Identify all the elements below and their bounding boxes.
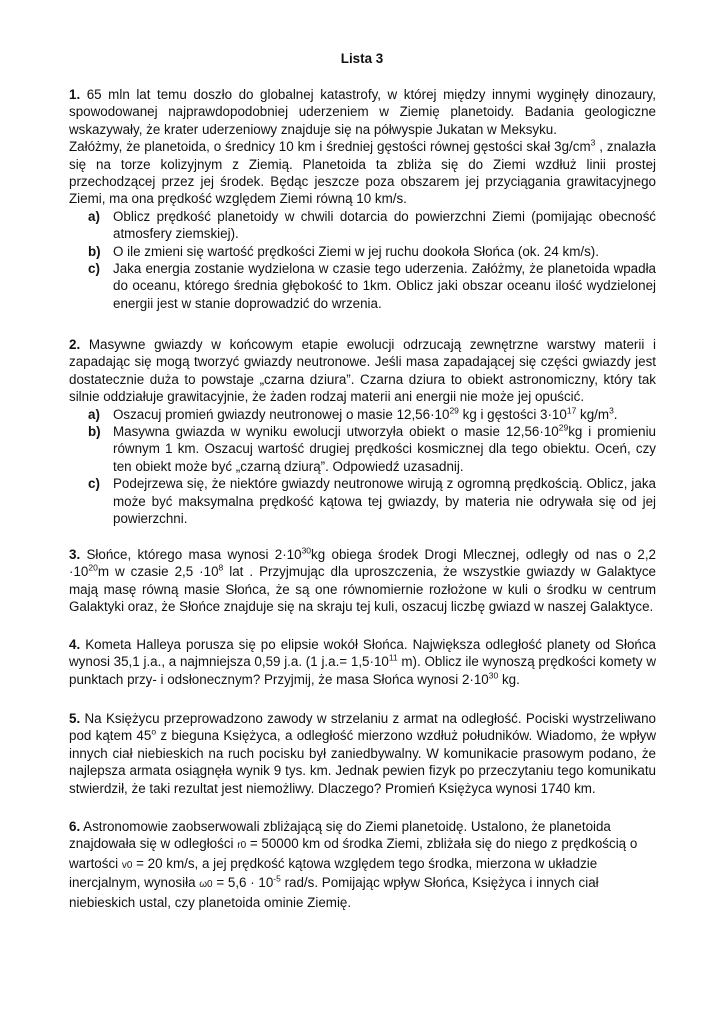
- problem-2-number: 2.: [69, 337, 81, 352]
- list-item: a) Oblicz prędkość planetoidy w chwili dotarcia do powierzchni Ziemi (pomijając obecność atmosfery ziemskiej).: [88, 208, 656, 242]
- list-item: b) Masywna gwiazda w wyniku ewolucji utworzyła obiekt o masie $12,56\cdot 10^{29}kg$ i promieniu równym 1 km. Oszacuj wartość drugiej prędkości kosmicznej dla tego obiektu. Oceń, czy ten obiekt może być „czarną dziurą”. Odpowiedź uzasadnij.: [88, 422, 656, 474]
- problem-5: [69, 710, 656, 797]
- problem-4-number: 4.: [69, 637, 81, 652]
- problem-4: [69, 636, 656, 688]
- problem-3: [69, 546, 656, 616]
- problem-1: [69, 86, 656, 312]
- list-item: c) Jaka energia zostanie wydzielona w czasie tego uderzenia. Załóżmy, że planetoida wpadła do oceanu, którego średnia głębokość to 1km. Oblicz jaki obszar oceanu ilość wydzielonej energii jest w stanie doprowadzić do wrzenia.: [88, 261, 656, 311]
- problem-3-number: 3.: [69, 547, 81, 562]
- list-item: a) Oszacuj promień gwiazdy neutronowej o masie $12,56\cdot 10^{29}$ kg i gęstości $3\cdot 10^{17}$ $kg/m^3$.: [88, 405, 618, 422]
- problem-6-text: 6. Astronomowie zaobserwowali zbliżającą się do Ziemi planetoidę. Ustalono, że planetoida znajdowała się w odległości r0 = 50000 km od środka Ziemi, zbliżała się do niego z prędkością o wartości v0 = 20 km/s, a jej prędkość kątowa względem tego środka, mierzona w układzie inercjalnym, wynosiła $\omega 0 = 5,6 \cdot 10^{-5}$ rad/s. Pomijając wpływ Słońca, Księżyca i innych ciał niebieskich ustal, czy planetoida ominie Ziemię.: [69, 819, 638, 910]
- problem-1-assumption: Załóżmy, że planetoida, o średnicy 10 km i średniej gęstości równej gęstości skał $3g/cm^3$ , znalazła się na torze kolizyjnym z Ziemią. Planetoida ta zbliża się do Ziemi wzdłuż linii prostej przechodzącej przez jej środek. Będąc jeszcze poza obszarem jej przyciągania grawitacyjnego Ziemi, ma ona prędkość względem Ziemi równą 10 km/s.: [69, 137, 656, 207]
- problem-2: [69, 336, 656, 527]
- problem-2-subitems: [69, 406, 656, 528]
- problem-1-number: 1.: [69, 87, 81, 102]
- problem-4-text: 4. Kometa Halleya porusza się po elipsie wokół Słońca. Największa odległość planety od Słońca wynosi 35,1 j.a., a najmniejsza 0,59 j.a. (1 $j.a.= 1,5\cdot 10^{11}$ m). Oblicz ile wynoszą prędkości komety w punktach przy- i odsłonecznym? Przyjmij, że masa Słońca wynosi $2\cdot 10^{30}$ kg.: [69, 637, 656, 687]
- problem-5-number: 5.: [69, 711, 81, 726]
- problem-1-subitems: [69, 208, 656, 312]
- problem-2-intro: 2. Masywne gwiazdy w końcowym etapie ewolucji odrzucają zewnętrzne warstwy materii i zapadając się mogą tworzyć gwiazdy neutronowe. Jeśli masa zapadającej się części gwiazdy jest dostatecznie duża to powstaje „czarna dziura”. Czarna dziura to obiekt astronomiczny, który tak silnie oddziałuje grawitacyjnie, że żaden rodzaj materii ani energii nie może jej opuścić.: [69, 337, 656, 405]
- problem-1-intro: 1. 65 mln lat temu doszło do globalnej katastrofy, w której między innymi wyginęły dinozaury, spowodowanej najprawdopodobniej uderzeniem w Ziemię planetoidy. Badania geologiczne wskazywały, że krater uderzeniowy znajduje się na półwyspie Jukatan w Meksyku.: [69, 87, 656, 137]
- problem-5-text: 5. Na Księżycu przeprowadzono zawody w strzelaniu z armat na odległość. Pociski wystrzeliwano pod kątem 45$^o$ z bieguna Księżyca, a odległość mierzono wzdłuż południków. Wiadomo, że wpływ innych ciał niebieskich na ruch pocisku był zaniedbywalny. W komunikacie prasowym podano, że najlepsza armata osiągnęła wynik 9 tys. km. Jednak pewien fizyk po przeczytaniu tego komunikatu stwierdził, że taki rezultat jest niemożliwy. Dlaczego? Promień Księżyca wynosi 1740 km.: [69, 711, 656, 796]
- list-item: b) O ile zmieni się wartość prędkości Ziemi w jej ruchu dookoła Słońca (ok. 24 km/s).: [88, 243, 599, 259]
- list-item: c) Podejrzewa się, że niektóre gwiazdy neutronowe wirują z ogromną prędkością. Oblicz, jaka może być maksymalna prędkość kątowa tej gwiazdy, by materia nie odrywała się od jej powierzchni.: [88, 476, 656, 527]
- problem-3-text: 3. Słońce, którego masa wynosi $2\cdot 10^{30}kg$ obiega środek Drogi Mlecznej, odległy od nas o $2,2 \cdot 10^{20}m$ w czasie $2,5 \cdot 10^8$ lat . Przyjmując dla uproszczenia, że wszystkie gwiazdy w Galaktyce mają masę równą masie Słońca, że są one równomiernie rozłożone w kuli o środku w centrum Galaktyki oraz, że Słońce znajduje się na skraju tej kuli, oszacuj liczbę gwiazd w naszej Galaktyce.: [69, 545, 656, 615]
- page-title: Lista 3: [340, 51, 384, 66]
- problem-6-number: 6.: [69, 819, 81, 834]
- problem-6: [69, 818, 656, 911]
